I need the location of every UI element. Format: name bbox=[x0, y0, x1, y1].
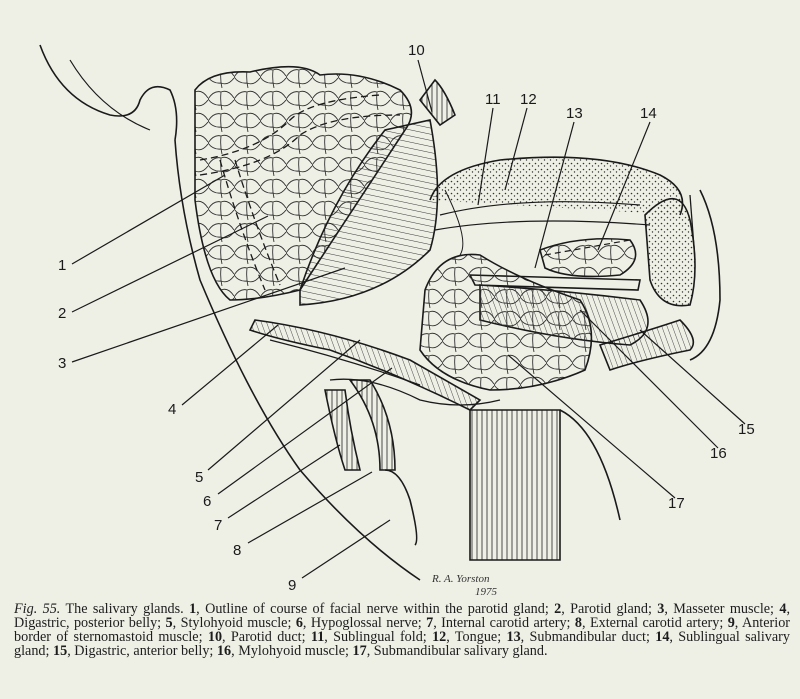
label-1: 1 bbox=[58, 257, 67, 274]
caption-item-text: , Anterior border of sternomastoid muscle; bbox=[14, 615, 791, 645]
caption-item-text: , Submandibular duct; bbox=[520, 629, 656, 645]
caption-item-number: 11 bbox=[310, 629, 325, 645]
label-14: 14 bbox=[640, 105, 657, 122]
label-2: 2 bbox=[58, 305, 67, 322]
caption-item-text: , Tongue; bbox=[446, 629, 507, 645]
caption-item-text: , Hypoglossal nerve; bbox=[302, 615, 427, 631]
label-11: 11 bbox=[485, 91, 501, 108]
caption-item-text: , Digastric, posterior belly; bbox=[14, 601, 790, 631]
caption-item-number: 10 bbox=[207, 629, 223, 645]
label-3: 3 bbox=[58, 355, 67, 372]
label-5: 5 bbox=[195, 469, 204, 486]
caption-item-text: , Submandibular salivary gland. bbox=[366, 643, 548, 659]
label-13: 13 bbox=[566, 105, 583, 122]
artist-signature bbox=[431, 573, 498, 598]
label-10: 10 bbox=[408, 42, 425, 59]
signature-name: R. A. Yorston bbox=[432, 573, 490, 585]
label-9: 9 bbox=[288, 577, 297, 594]
signature-year: 1975 bbox=[475, 586, 497, 598]
caption-item-number: 14 bbox=[655, 629, 670, 645]
caption-item-number: 7 bbox=[426, 615, 434, 631]
caption-fig-label: Fig. 55. bbox=[14, 601, 61, 617]
caption-item-number: 8 bbox=[574, 615, 583, 631]
caption-item-text: , Stylohyoid muscle; bbox=[172, 615, 296, 631]
caption-item-text: , Mylohyoid muscle; bbox=[231, 643, 353, 659]
caption-item-text: , Sublingual salivary gland; bbox=[14, 629, 790, 659]
label-7: 7 bbox=[214, 517, 223, 534]
caption-title: The salivary glands. bbox=[60, 601, 190, 617]
caption-item-number: 15 bbox=[53, 643, 68, 659]
caption-item-text: , Masseter muscle; bbox=[664, 601, 780, 617]
figure-caption bbox=[14, 602, 790, 658]
caption-item-number: 6 bbox=[295, 615, 303, 631]
caption-item-text: , Parotid duct; bbox=[222, 629, 311, 645]
caption-item-number: 4 bbox=[779, 601, 787, 617]
caption-item-text: , Parotid gland; bbox=[561, 601, 658, 617]
caption-item-text: , Digastric, anterior belly; bbox=[67, 643, 217, 659]
label-17: 17 bbox=[668, 495, 685, 512]
caption-item-number: 17 bbox=[352, 643, 367, 659]
caption-item-number: 13 bbox=[506, 629, 521, 645]
label-16: 16 bbox=[710, 445, 727, 462]
label-4: 4 bbox=[168, 401, 177, 418]
label-6: 6 bbox=[203, 493, 212, 510]
label-12: 12 bbox=[520, 91, 537, 108]
caption-item-number: 16 bbox=[216, 643, 232, 659]
caption-item-number: 2 bbox=[554, 601, 562, 617]
caption-item-text: , External carotid artery; bbox=[582, 615, 728, 631]
caption-item-text: , Internal carotid artery; bbox=[433, 615, 575, 631]
caption-item-text: , Sublingual fold; bbox=[324, 629, 433, 645]
caption-item-number: 3 bbox=[657, 601, 665, 617]
label-15: 15 bbox=[738, 421, 755, 438]
caption-item-text: , Outline of course of facial nerve within the parotid gland; bbox=[196, 601, 555, 617]
caption-item-number: 12 bbox=[432, 629, 447, 645]
caption-item-number: 1 bbox=[189, 601, 197, 617]
caption-item-number: 9 bbox=[727, 615, 735, 631]
anatomy-drawing bbox=[40, 45, 720, 580]
caption-item-number: 5 bbox=[165, 615, 173, 631]
label-8: 8 bbox=[233, 542, 242, 559]
